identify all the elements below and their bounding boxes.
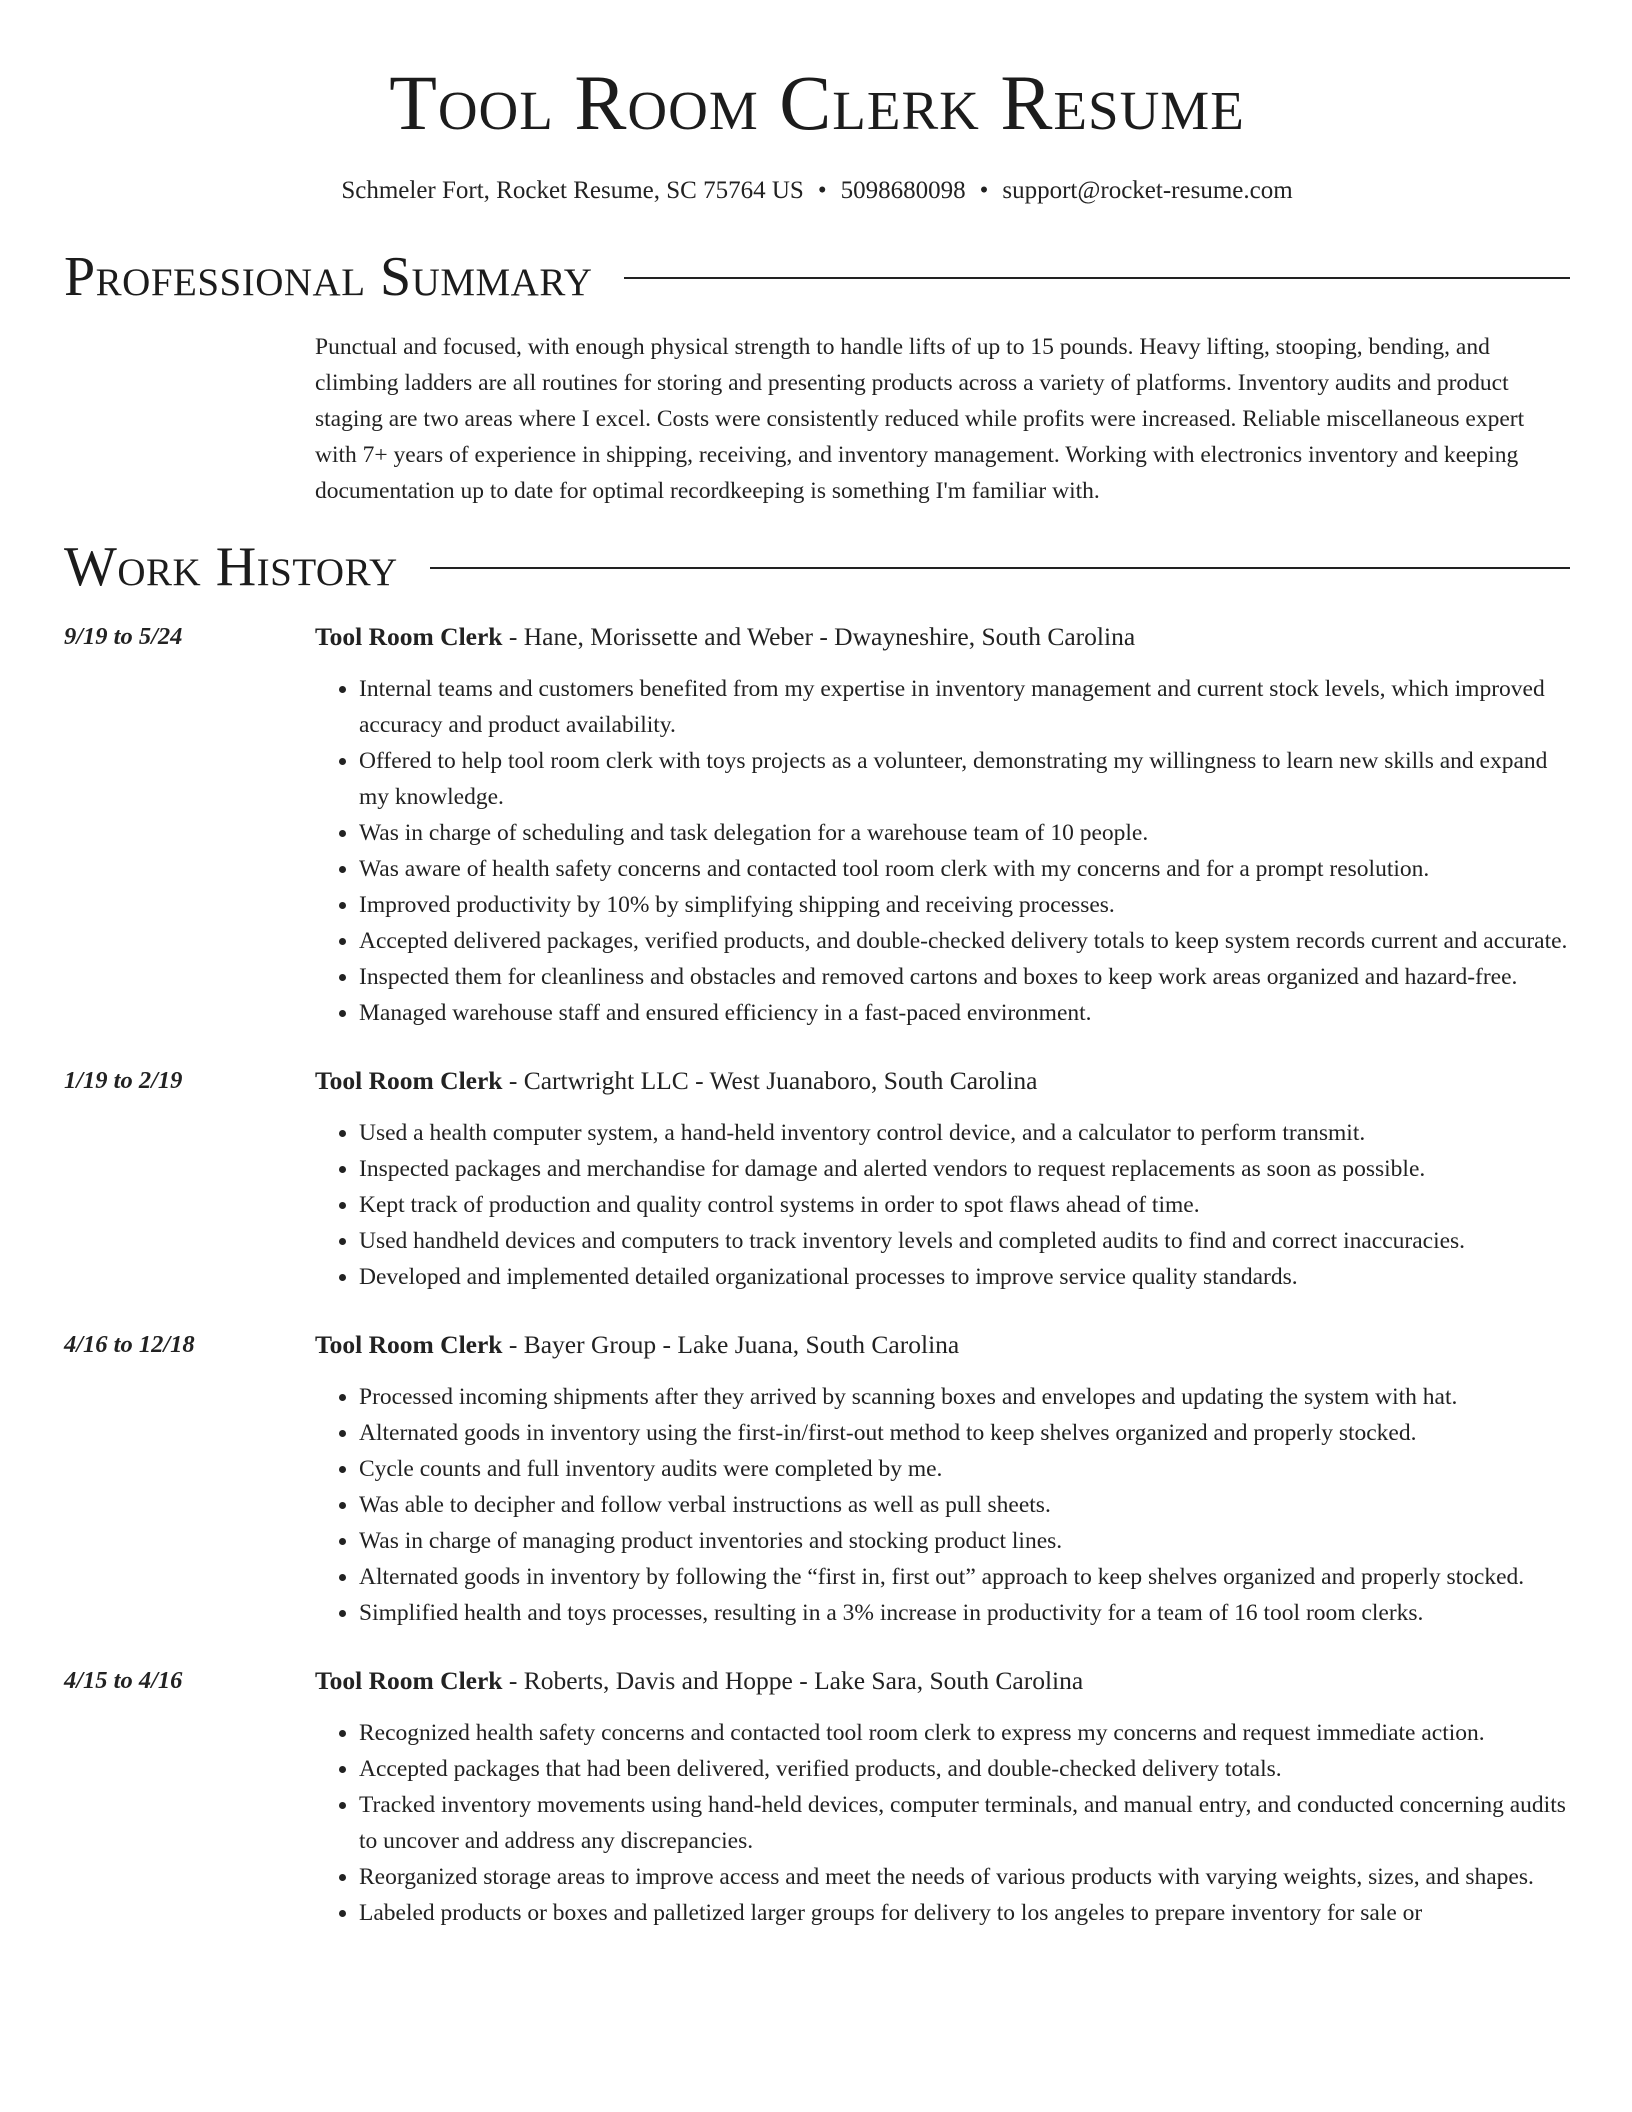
job-bullet: • Alternated goods in inventory using the first-in/first-out method to keep shelves organized and properly stocked. [359,1415,1570,1451]
job-bullet: • Was able to decipher and follow verbal instructions as well as pull sheets. [359,1487,1570,1523]
job-bullet: • Accepted packages that had been delivered, verified products, and double-checked delivery totals. [359,1751,1570,1787]
summary-text: Punctual and focused, with enough physical strength to handle lifts of up to 15 pounds. Heavy lifting, stooping, bending, and climbing ladders are all routines for storing and presenting products across a variety of platforms. Inventory audits and product staging are two areas where I excel. Costs were consistently reduced while profits were increased. Reliable miscellaneous expert with 7+ years of experience in shipping, receiving, and inventory management. Working with electronics inventory and keeping documentation up to date for optimal recordkeeping is something I'm familiar with. [315,334,1525,504]
job-bullet: • Accepted delivered packages, verified products, and double-checked delivery totals to keep system records current and accurate. [359,923,1570,959]
job-bullet: • Inspected them for cleanliness and obstacles and removed cartons and boxes to keep work areas organized and hazard-free. [359,959,1570,995]
job-entry [64,619,1570,1031]
job-bullet: • Internal teams and customers benefited from my expertise in inventory management and current stock levels, which improved accuracy and product availability. [359,671,1570,743]
job-title: Tool Room Clerk [315,622,503,651]
contact-phone: 5098680098 [840,177,966,204]
job-bullet: • Tracked inventory movements using hand-held devices, computer terminals, and manual entry, and conducted concerning audits to uncover and address any discrepancies. [359,1787,1570,1859]
job-entry [64,1663,1570,1931]
contact-address: Schmeler Fort, Rocket Resume, SC 75764 US [341,177,804,204]
job-title-line [315,1663,1570,1699]
job-bullet: • Cycle counts and full inventory audits were completed by me. [359,1451,1570,1487]
job-dates: 9/19 to 5/24 [64,623,183,650]
job-bullet: • Kept track of production and quality control systems in order to spot flaws ahead of time. [359,1187,1570,1223]
section-divider [624,277,1570,279]
job-bullet: • Used a health computer system, a hand-held inventory control device, and a calculator to perform transmit. [359,1115,1570,1151]
job-details: - Roberts, Davis and Hoppe - Lake Sara, South Carolina [502,1666,1084,1695]
job-body [315,1063,1570,1295]
job-bullet: • Developed and implemented detailed organizational processes to improve service quality standards. [359,1259,1570,1295]
work-history-list [64,619,1570,1931]
summary-section-header [64,246,1570,308]
job-title-line [315,619,1570,655]
contact-separator: • [979,177,989,204]
job-title: Tool Room Clerk [315,1666,503,1695]
work-heading: Work History [64,536,398,598]
job-entry [64,1063,1570,1295]
job-bullet: • Managed warehouse staff and ensured efficiency in a fast-paced environment. [359,995,1570,1031]
job-bullet: • Improved productivity by 10% by simplifying shipping and receiving processes. [359,887,1570,923]
job-bullet: • Recognized health safety concerns and contacted tool room clerk to express my concerns and request immediate action. [359,1715,1570,1751]
job-body [315,1327,1570,1631]
job-bullets [315,671,1570,1031]
contact-line [64,178,1570,203]
job-bullet: • Reorganized storage areas to improve access and meet the needs of various products with varying weights, sizes, and shapes. [359,1859,1570,1895]
job-bullet: • Processed incoming shipments after they arrived by scanning boxes and envelopes and updating the system with hat. [359,1379,1570,1415]
job-bullets [315,1115,1570,1295]
job-title: Tool Room Clerk [315,1330,503,1359]
job-bullet: • Labeled products or boxes and palletized larger groups for delivery to los angeles to prepare inventory for sale or [359,1895,1570,1931]
job-dates: 4/15 to 4/16 [64,1667,183,1694]
job-details: - Cartwright LLC - West Juanaboro, South Carolina [502,1066,1038,1095]
job-title: Tool Room Clerk [315,1066,503,1095]
job-dates: 1/19 to 2/19 [64,1067,183,1094]
job-bullet: • Used handheld devices and computers to track inventory levels and completed audits to find and correct inaccuracies. [359,1223,1570,1259]
job-bullets [315,1715,1570,1931]
job-dates: 4/16 to 12/18 [64,1331,195,1358]
job-body [315,1663,1570,1931]
job-title-line [315,1063,1570,1099]
work-section-header [64,536,1570,598]
job-bullet: • Offered to help tool room clerk with toys projects as a volunteer, demonstrating my willingness to learn new skills and expand my knowledge. [359,743,1570,815]
job-bullet: • Simplified health and toys processes, resulting in a 3% increase in productivity for a team of 16 tool room clerks. [359,1595,1570,1631]
section-divider [430,567,1570,569]
job-details: - Hane, Morissette and Weber - Dwayneshire, South Carolina [502,622,1136,651]
contact-separator: • [817,177,827,204]
job-bullets [315,1379,1570,1631]
job-bullet: • Was aware of health safety concerns and contacted tool room clerk with my concerns and for a prompt resolution. [359,851,1570,887]
job-bullet: • Alternated goods in inventory by following the “first in, first out” approach to keep shelves organized and properly stocked. [359,1559,1570,1595]
resume-title: Tool Room Clerk Resume [389,59,1245,146]
job-details: - Bayer Group - Lake Juana, South Carolina [502,1330,960,1359]
job-title-line [315,1327,1570,1363]
summary-heading: Professional Summary [64,246,593,308]
job-entry [64,1327,1570,1631]
job-bullet: • Was in charge of managing product inventories and stocking product lines. [359,1523,1570,1559]
job-bullet: • Was in charge of scheduling and task delegation for a warehouse team of 10 people. [359,815,1570,851]
job-bullet: • Inspected packages and merchandise for damage and alerted vendors to request replacements as soon as possible. [359,1151,1570,1187]
contact-email: support@rocket-resume.com [1002,177,1293,204]
job-body [315,619,1570,1031]
